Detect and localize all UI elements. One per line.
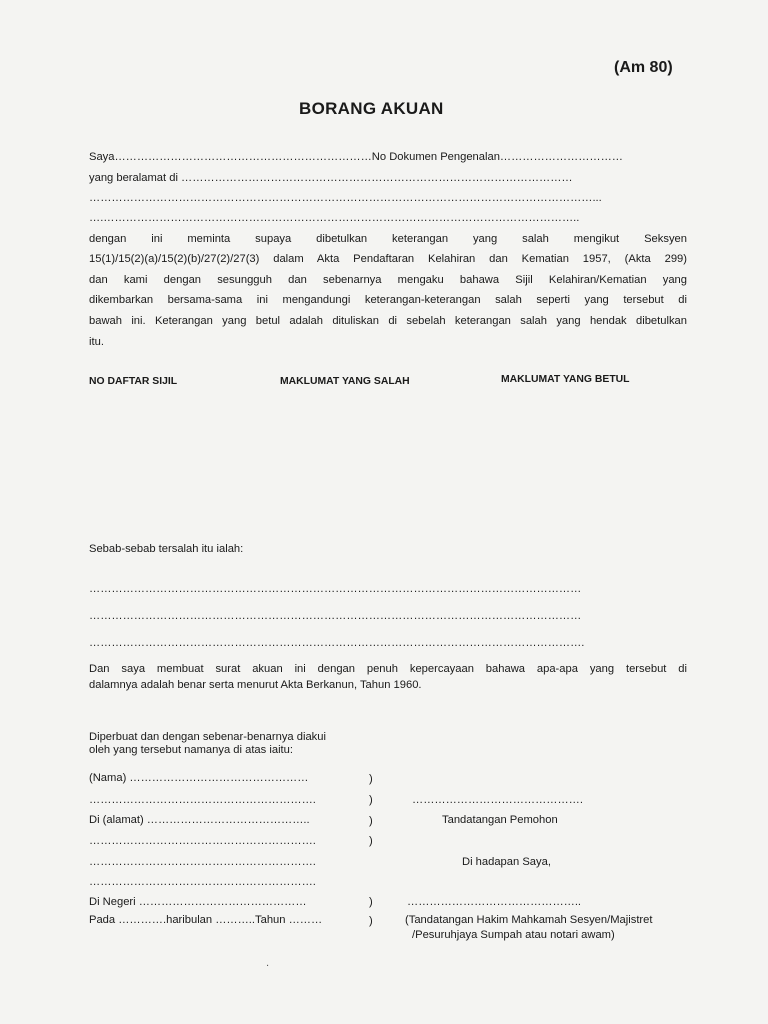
column-header-register-no: NO DAFTAR SIJIL bbox=[89, 376, 178, 387]
affirmation-line: Dan saya membuat surat akuan ini dengan penuh kepercayaan bahawa apa-apa yang tersebut di bbox=[89, 663, 687, 675]
reasons-line: …………………………………………………………………………………………………………………… bbox=[89, 583, 582, 595]
page-title: BORANG AKUAN bbox=[299, 99, 444, 118]
bracket: ) bbox=[369, 896, 373, 908]
official-signature-label-1: (Tandatangan Hakim Mahkamah Sesyen/Majistret bbox=[405, 914, 653, 926]
applicant-signature-label: Tandatangan Pemohon bbox=[442, 814, 558, 826]
attest-line-1: Diperbuat dan dengan sebenar-benarnya diakui bbox=[89, 731, 326, 743]
bracket: ) bbox=[369, 773, 373, 785]
bracket: ) bbox=[369, 815, 373, 827]
declaration-line: 15(1)/15(2)(a)/15(2)(b)/27(2)/27(3) dalam Akta Pendaftaran Kelahiran dan Kematian 1957, (Akta 299) bbox=[89, 253, 687, 265]
name-id-line: Saya……………………………………………………………No Dokumen Pengenalan…………………………… bbox=[89, 151, 623, 163]
declaration-line-last: itu. bbox=[89, 336, 104, 348]
declaration-line: dan kami dengan sesungguh dan sebenarnya mengaku bahawa Sijil Kelahiran/Kematian yang bbox=[89, 274, 687, 286]
address-line-3: ….……………………………………………………………………………………………………………….. bbox=[89, 212, 580, 224]
bracket: ) bbox=[369, 835, 373, 847]
footer-mark: . bbox=[266, 957, 270, 969]
column-header-wrong-info: MAKLUMAT YANG SALAH bbox=[280, 376, 410, 387]
form-code: (Am 80) bbox=[614, 59, 673, 76]
field-date: Pada ………….haribulan ………..Tahun ……… bbox=[89, 914, 323, 926]
declaration-line: dengan ini meminta supaya dibetulkan keterangan yang salah mengikut Seksyen bbox=[89, 233, 687, 245]
declaration-line: bawah ini. Keterangan yang betul adalah dituliskan di sebelah keterangan salah yang hendak dibetulkan bbox=[89, 315, 687, 327]
field-name: (Nama) ………………………………………… bbox=[89, 772, 309, 784]
official-signature-line: ……………………………………….. bbox=[407, 896, 582, 908]
field-address-continued: ……………………………………………………. bbox=[89, 876, 316, 888]
affirmation-line-last: dalamnya adalah benar serta menurut Akta Berkanun, Tahun 1960. bbox=[89, 679, 422, 691]
reasons-label: Sebab-sebab tersalah itu ialah: bbox=[89, 543, 244, 555]
official-signature-label-2: /Pesuruhjaya Sumpah atau notari awam) bbox=[412, 929, 615, 941]
reasons-line: ……………………………………………………………………………………………………………………. bbox=[89, 637, 585, 649]
applicant-signature-line: ………………………………………. bbox=[412, 794, 583, 806]
field-name-continued: ……………………………………………………. bbox=[89, 794, 316, 806]
field-address-continued: ……………………………………………………. bbox=[89, 835, 316, 847]
field-address-continued: ……………………………………………………. bbox=[89, 856, 316, 868]
reasons-line: …………………………………………………………………………………………………………………… bbox=[89, 610, 582, 622]
field-address: Di (alamat) …………………………………….. bbox=[89, 814, 310, 826]
column-header-correct-info: MAKLUMAT YANG BETUL bbox=[501, 374, 630, 385]
address-line-1: yang beralamat di …………………………………………………………………………………………… bbox=[89, 172, 573, 184]
declaration-line: dikembarkan bersama-sama ini mengandungi keterangan-keterangan salah seperti yang tersebut di bbox=[89, 294, 687, 306]
bracket: ) bbox=[369, 915, 373, 927]
field-state: Di Negeri ……………………………………… bbox=[89, 896, 307, 908]
bracket: ) bbox=[369, 794, 373, 806]
address-line-2: ………………………………………………………………………………………………………………………... bbox=[89, 192, 602, 204]
attest-line-2: oleh yang tersebut namanya di atas iaitu: bbox=[89, 744, 293, 756]
before-me-label: Di hadapan Saya, bbox=[462, 856, 551, 868]
